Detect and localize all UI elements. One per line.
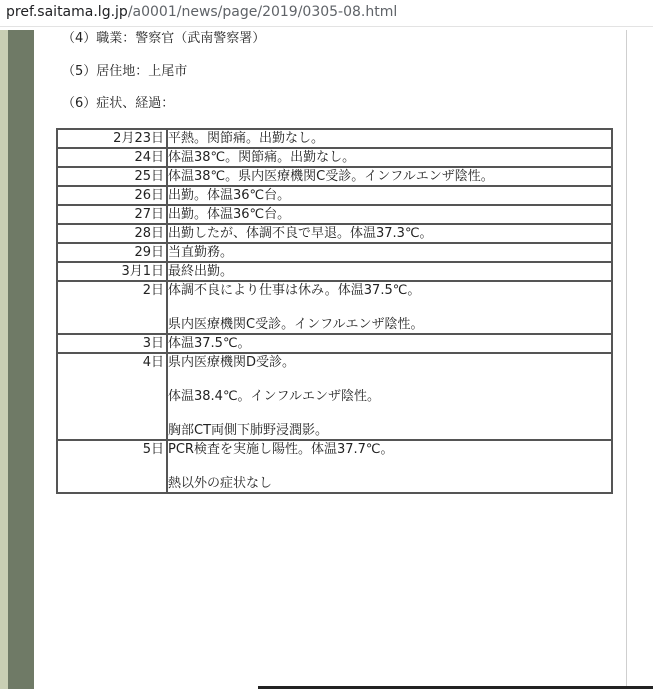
symptoms-table-body bbox=[57, 129, 612, 493]
description-cell bbox=[167, 205, 612, 224]
description-line: 平熱。関節痛。出勤なし。 bbox=[168, 131, 325, 146]
description-line: 胸部CT両側下肺野浸潤影。 bbox=[168, 423, 329, 438]
url-path: /a0001/news/page/2019/0305-08.html bbox=[127, 4, 398, 20]
date-cell bbox=[57, 262, 167, 281]
table-row bbox=[57, 148, 612, 167]
description-cell bbox=[167, 129, 612, 148]
description-line: 熱以外の症状なし bbox=[168, 476, 273, 491]
date-cell bbox=[57, 224, 167, 243]
description-line: 体温38.4℃。インフルエンザ陰性。 bbox=[168, 389, 381, 404]
symptoms-heading: （6）症状、経過： bbox=[62, 96, 175, 111]
content-right-border bbox=[626, 30, 627, 689]
date-cell bbox=[57, 440, 167, 493]
page-left-margin bbox=[0, 30, 8, 689]
table-row bbox=[57, 334, 612, 353]
date-cell bbox=[57, 205, 167, 224]
date-label: 25日 bbox=[134, 169, 164, 184]
table-row bbox=[57, 186, 612, 205]
date-cell bbox=[57, 281, 167, 334]
description-cell bbox=[167, 334, 612, 353]
page-sidebar-strip bbox=[8, 30, 34, 689]
residence-text: （5）居住地：上尾市 bbox=[62, 64, 188, 79]
date-label: 3月1日 bbox=[121, 264, 164, 279]
table-row bbox=[57, 205, 612, 224]
address-bar[interactable] bbox=[0, 0, 653, 27]
date-cell bbox=[57, 129, 167, 148]
date-label: 2月23日 bbox=[113, 131, 164, 146]
table-row bbox=[57, 353, 612, 440]
date-label: 2日 bbox=[142, 283, 164, 298]
line-gap bbox=[168, 405, 611, 422]
table-row bbox=[57, 129, 612, 148]
description-cell bbox=[167, 243, 612, 262]
description-line: 体調不良により仕事は休み。体温37.5℃。 bbox=[168, 283, 421, 298]
description-cell bbox=[167, 224, 612, 243]
table-row bbox=[57, 224, 612, 243]
date-label: 4日 bbox=[142, 355, 164, 370]
url-text[interactable] bbox=[6, 4, 397, 20]
line-gap bbox=[168, 299, 611, 316]
table-row bbox=[57, 262, 612, 281]
symptoms-table bbox=[56, 128, 613, 494]
table-row bbox=[57, 281, 612, 334]
occupation-text: （4）職業：警察官（武南警察署） bbox=[62, 31, 266, 46]
description-line: 出勤。体温36℃台。 bbox=[168, 188, 291, 203]
date-cell bbox=[57, 148, 167, 167]
description-line: 当直勤務。 bbox=[168, 245, 234, 260]
table-row bbox=[57, 243, 612, 262]
description-line: 県内医療機関D受診。 bbox=[168, 355, 296, 370]
url-host: pref.saitama.lg.jp bbox=[6, 4, 128, 20]
description-cell bbox=[167, 281, 612, 334]
description-line: 体温38℃。関節痛。出勤なし。 bbox=[168, 150, 356, 165]
description-line: 県内医療機関C受診。インフルエンザ陰性。 bbox=[168, 317, 424, 332]
table-row bbox=[57, 440, 612, 493]
line-gap bbox=[168, 371, 611, 388]
description-line: PCR検査を実施し陽性。体温37.7℃。 bbox=[168, 442, 394, 457]
date-label: 3日 bbox=[142, 336, 164, 351]
date-cell bbox=[57, 167, 167, 186]
description-cell bbox=[167, 186, 612, 205]
date-label: 24日 bbox=[134, 150, 164, 165]
date-label: 28日 bbox=[134, 226, 164, 241]
description-line: 体温37.5℃。 bbox=[168, 336, 251, 351]
description-line: 出勤。体温36℃台。 bbox=[168, 207, 291, 222]
description-cell bbox=[167, 262, 612, 281]
date-cell bbox=[57, 243, 167, 262]
description-cell bbox=[167, 440, 612, 493]
description-line: 出勤したが、体調不良で早退。体温37.3℃。 bbox=[168, 226, 433, 241]
date-cell bbox=[57, 353, 167, 440]
description-line: 最終出勤。 bbox=[168, 264, 234, 279]
date-label: 27日 bbox=[134, 207, 164, 222]
date-label: 29日 bbox=[134, 245, 164, 260]
date-cell bbox=[57, 334, 167, 353]
date-cell bbox=[57, 186, 167, 205]
table-row bbox=[57, 167, 612, 186]
date-label: 5日 bbox=[142, 442, 164, 457]
description-cell bbox=[167, 148, 612, 167]
date-label: 26日 bbox=[134, 188, 164, 203]
description-line: 体温38℃。県内医療機関C受診。インフルエンザ陰性。 bbox=[168, 169, 494, 184]
description-cell bbox=[167, 167, 612, 186]
line-gap bbox=[168, 458, 611, 475]
description-cell bbox=[167, 353, 612, 440]
